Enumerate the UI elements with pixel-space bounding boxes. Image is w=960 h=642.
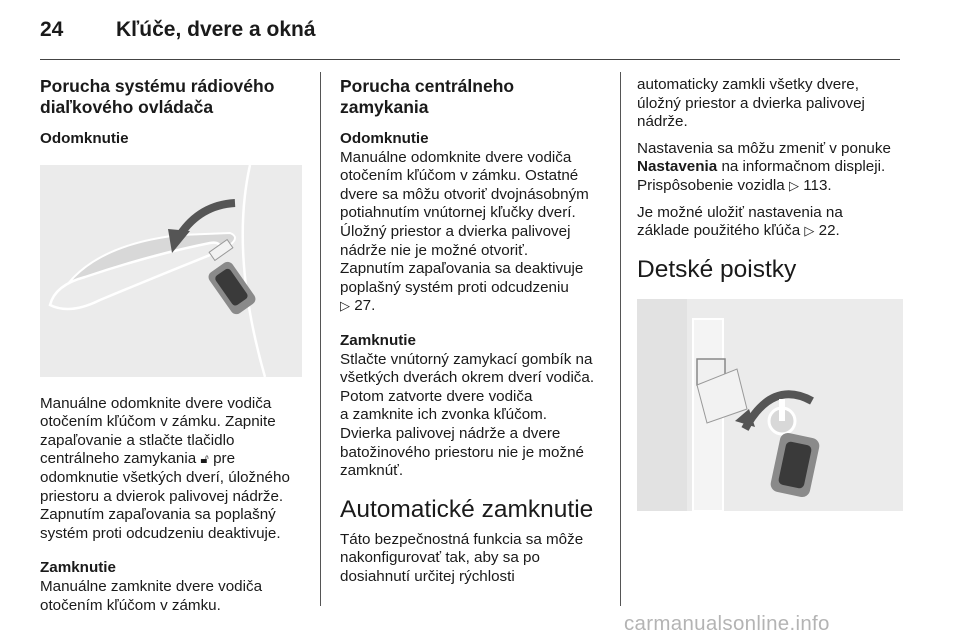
- header-rule: [40, 59, 900, 60]
- page-number: 24: [40, 18, 64, 41]
- unlock-instructions-remote: Manuálne odomknite dvere vodiča otočením kľúčom v zámku. Zapnite zapaľovanie a stlačte tlačidlo centrálneho zamykania 🔓︎ pre odomknutie všetkých dverí, úložného priestoru a dvierok palivovej nádrže. Zapnutím zapaľovania sa poplašný systém proti odcudzeniu deaktivuje.: [40, 394, 290, 542]
- section-heading-auto-lock: Automatické zamknutie: [340, 495, 594, 523]
- page-ref-arrow-icon: ▷: [804, 223, 815, 239]
- page-ref-arrow-icon: ▷: [788, 177, 799, 193]
- auto-lock-text: Táto bezpečnostná funkcia sa môže nakonfigurovať tak, aby sa po dosiahnutí určitej rýchlosti: [340, 530, 584, 585]
- section-heading-child-locks: Detské poistky: [637, 255, 797, 283]
- unlock-instructions-central: Manuálne odomknite dvere vodiča otočením kľúčom v zámku. Ostatné dvere sa môžu otvoriť dvojnásobným potiahnutím vnútornej kľučky dverí. Úložný priestor a dvierka palivovej nádrže nie je možné otvoriť. Zapnutím zapaľovania sa deaktivuje poplašný systém proti odcudzeniu ▷ 27.: [340, 148, 589, 315]
- column-1: [40, 76, 306, 615]
- lock-instructions-central: Stlačte vnútorný zamykací gombík na všetkých dverách okrem dverí vodiča. Potom zatvorte dvere vodiča a zamknite ich zvonka kľúčom. Dvierka palivovej nádrže a dvere batožinového priestoru nie je možné zamknúť.: [340, 350, 595, 480]
- settings-menu-name: Nastavenia: [637, 158, 718, 176]
- key-settings-paragraph: Je možné uložiť nastavenia na základe použitého kľúča ▷ 22.: [637, 203, 843, 240]
- subheading-lock: Zamknutie: [40, 559, 116, 577]
- lock-instructions-remote: Manuálne zamknite dvere vodiča otočením kľúčom v zámku.: [40, 577, 263, 614]
- subheading-unlock: Odomknutie: [340, 130, 429, 147]
- subheading-lock: Zamknutie: [340, 331, 416, 349]
- auto-lock-continued: automaticky zamkli všetky dvere, úložný priestor a dvierka palivovej nádrže.: [637, 76, 865, 131]
- column-divider: [620, 72, 621, 606]
- door-handle-key-illustration: [40, 165, 302, 377]
- unlock-icon: 🔓︎: [200, 451, 209, 467]
- column-2: [340, 76, 608, 586]
- settings-paragraph: Nastavenia sa môžu zmeniť v ponuke Nastavenia na informačnom displeji. Prispôsobenie vozidla ▷ 113.: [637, 139, 891, 194]
- section-heading-remote-fault: Porucha systému rádiového diaľkového ovládača: [40, 76, 275, 117]
- section-heading-central-lock-fault: Porucha centrálneho zamykania: [340, 76, 515, 117]
- chapter-title: Kľúče, dvere a okná: [116, 18, 316, 41]
- column-3: [637, 76, 907, 511]
- page-header: [40, 14, 900, 54]
- watermark: carmanualsonline.info: [624, 612, 830, 635]
- page-ref-arrow-icon: ▷: [340, 298, 350, 314]
- subheading-unlock: Odomknutie: [40, 130, 129, 147]
- column-divider: [320, 72, 321, 606]
- child-lock-illustration: [637, 299, 903, 511]
